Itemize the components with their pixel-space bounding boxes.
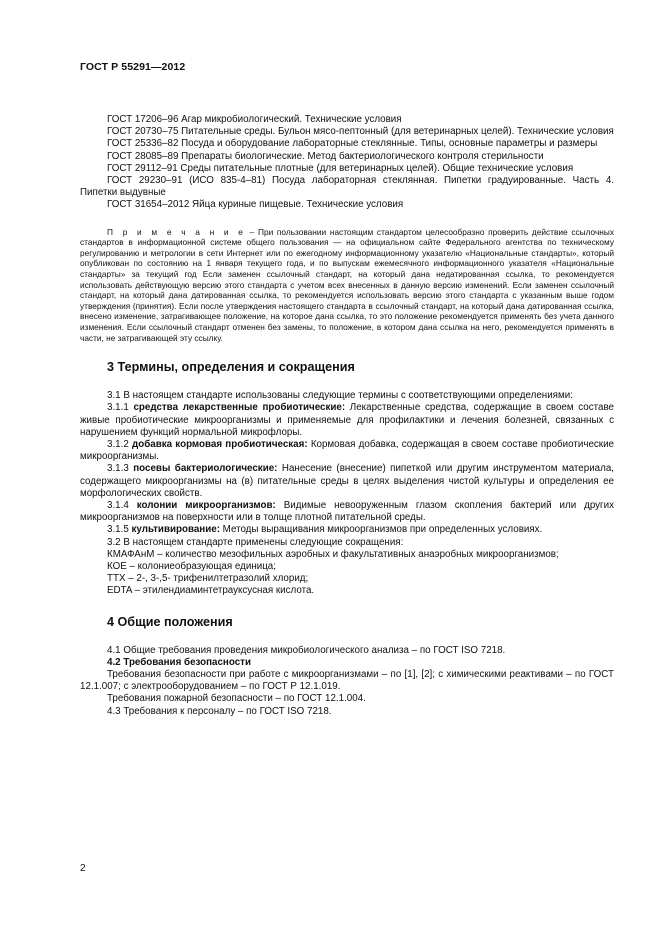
abbreviation-item: КМАФАнМ – количество мезофильных аэробных и факультативных анаэробных микроорганизмов; <box>107 548 559 560</box>
abbreviation-item: EDTA – этилендиаминтетрауксусная кислота. <box>107 585 315 597</box>
abbreviations-intro: 3.2 В настоящем стандарте применены следующие сокращения: <box>107 536 404 548</box>
section-3-intro: 3.1 В настоящем стандарте использованы следующие термины с соответствующими определениями: <box>107 390 573 402</box>
term-name: добавка кормовая пробиотическая: <box>132 438 308 450</box>
term-definition <box>80 402 614 439</box>
note-text: – При пользовании настоящим стандартом целесообразно проверить действие ссылочных стандартов в информационной системе общего пользования — на официальном сайте Федерального агентства по техническому регулированию и метрологии в сети Интернет или по ежегодному информационному указателю «Национальные стандарты», который опубликован по состоянию на 1 января текущего года, и по выпускам ежемесячного информационного указателя «Национальные стандарты» за текущий год Если заменен ссылочный стандарт, на который дана недатированная ссылка, то рекомендуется использовать действующую версию этого стандарта с учетом всех внесенных в данную версию изменений. Если заменен ссылочный стандарт, на который дана датированная ссылка, то рекомендуется использовать версию этого стандарта с указанным выше годом утверждения (принятия). Если после утверждения настоящего стандарта в ссылочный стандарт, на который дана датированная ссылка, внесено изменение, затрагивающее положение, на которое дана ссылка, то это положение рекомендуется применять без учета данного изменения. Если ссылочный стандарт отменен без замены, то положение, в котором дана ссылка на него, рекомендуется применять в части, не затрагивающей эту ссылку. <box>80 226 614 343</box>
term-text: Методы выращивания микроорганизмов при определенных условиях. <box>219 524 543 536</box>
section-4-title: 4 Общие положения <box>107 614 233 629</box>
note-paragraph <box>80 227 614 344</box>
reference-item: ГОСТ 29230–91 (ИСО 835-4–81) Посуда лабораторная стеклянная. Пипетки градуированные. Часть 4. Пипетки выдувные <box>80 175 614 199</box>
term-number: 3.1.2 <box>107 438 133 450</box>
section-3-title: 3 Термины, определения и сокращения <box>107 360 355 375</box>
reference-item: ГОСТ 20730–75 Питательные среды. Бульон мясо-пептонный (для ветеринарных целей). Технические условия <box>107 126 614 138</box>
note-label: П р и м е ч а н и е <box>107 226 246 237</box>
term-text: Лекарственные средства, содержащие в своем составе живые пробиотические микроорганизмы и применяемые для профилактики и лечения болезней, связанных с нарушением функций нормальной микрофлоры. <box>80 402 615 438</box>
section-4-paragraph: Требования пожарной безопасности – по ГОСТ 12.1.004. <box>107 693 366 705</box>
term-definition <box>80 500 614 524</box>
reference-item: ГОСТ 25336–82 Посуда и оборудование лабораторные стеклянные. Типы, основные параметры и размеры <box>107 138 598 150</box>
term-definition <box>80 439 614 463</box>
term-number: 3.1.3 <box>107 463 134 475</box>
term-name: средства лекарственные пробиотические: <box>133 402 346 414</box>
document-body <box>80 114 614 718</box>
section-4-paragraph: Требования безопасности при работе с микроорганизмами – по [1], [2]; с химическими реактивами – по ГОСТ 12.1.007; с электрооборудованием – по ГОСТ Р 12.1.019. <box>80 669 614 693</box>
page-number: 2 <box>80 863 86 874</box>
term-text: Нанесение (внесение) пипеткой или другим инструментом материала, содержащего микроорганизмы на (в) питательные среды в целях выделения чистой культуры и определения ее морфологических свойств. <box>80 463 615 499</box>
term-definition <box>80 463 614 500</box>
document-header: ГОСТ Р 55291—2012 <box>80 61 186 73</box>
term-name: культивирование: <box>131 524 220 536</box>
term-number: 3.1.5 <box>107 524 132 536</box>
term-name: посевы бактериологические: <box>133 463 278 475</box>
term-number: 3.1.1 <box>107 402 134 414</box>
safety-requirements-heading: 4.2 Требования безопасности <box>107 656 251 668</box>
reference-item: ГОСТ 31654–2012 Яйца куриные пищевые. Технические условия <box>107 199 404 211</box>
section-4-paragraph: 4.1 Общие требования проведения микробиологического анализа – по ГОСТ ISO 7218. <box>107 644 506 656</box>
abbreviation-item: КОЕ – колониеобразующая единица; <box>107 561 276 572</box>
section-4-subhead <box>80 657 614 669</box>
abbreviation-item: ТТХ – 2-, 3-,5- трифенилтетразолий хлорид; <box>107 573 309 585</box>
section-4-paragraph: 4.3 Требования к персоналу – по ГОСТ ISO 7218. <box>107 705 332 717</box>
reference-item: ГОСТ 28085–89 Препараты биологические. Метод бактериологического контроля стерильности <box>107 150 544 162</box>
term-text: Кормовая добавка, содержащая в своем составе пробиотические микроорганизмы. <box>80 438 614 463</box>
term-text: Видимые невооруженным глазом скопления бактерий или других микроорганизмов на поверхности или в толще плотной питательной среды. <box>80 499 614 524</box>
term-definition <box>80 524 614 536</box>
term-name: колонии микроорганизмов: <box>136 499 276 511</box>
reference-item: ГОСТ 29112–91 Среды питательные плотные (для ветеринарных целей). Общие технические условия <box>107 162 574 174</box>
reference-item: ГОСТ 17206–96 Агар микробиологический. Технические условия <box>107 114 402 125</box>
term-number: 3.1.4 <box>107 499 137 511</box>
